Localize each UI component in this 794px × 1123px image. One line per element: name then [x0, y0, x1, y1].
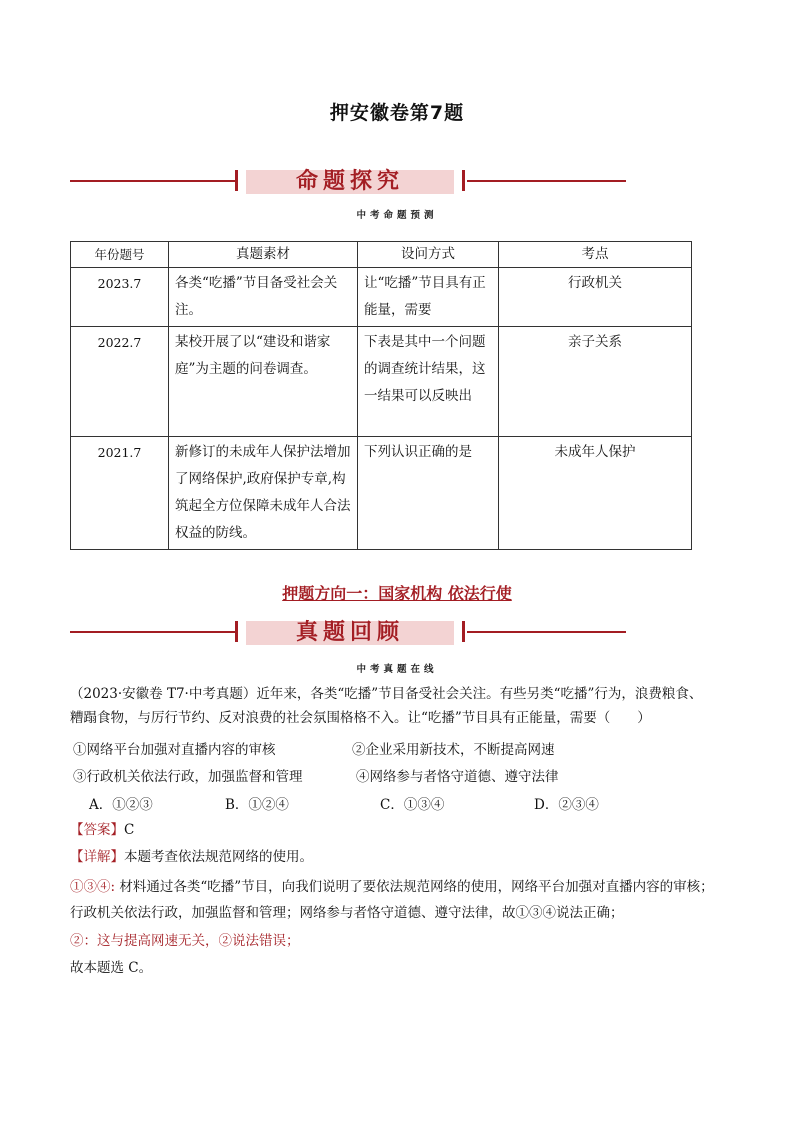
option-a: A．①②③: [89, 797, 153, 813]
header-question-form: 设问方式: [358, 242, 499, 268]
cell-material: 各类“吃播”节目备受社会关注。: [169, 268, 358, 327]
answer-value: C: [124, 822, 135, 838]
option-b: B．①②④: [225, 797, 289, 813]
statement-4: ④网络参与者恪守道德、遵守法律: [356, 769, 559, 785]
table-row: [71, 327, 692, 437]
section-banner-proposition: [70, 167, 626, 197]
cell-question-form: 让“吃播”节目具有正能量，需要: [358, 268, 499, 327]
conclusion: 故本题选 C。: [70, 960, 153, 976]
cell-material: 某校开展了以“建设和谐家庭”为主题的问卷调查。: [169, 327, 358, 437]
exam-analysis-table: [70, 241, 692, 550]
page-title: 押安徽卷第7题: [329, 102, 465, 124]
banner-tick-left: [235, 170, 238, 191]
question-stem: （2023·安徽卷 T7·中考真题）近年来，各类“吃播”节目备受社会关注。有些另类“吃播”行为，浪费粮食、糟蹋食物，与厉行节约、反对浪费的社会氛围格格不入。让“吃播”节目具有正能量，需要（ ）: [70, 686, 703, 726]
section-caption: 中考命题预测: [356, 210, 438, 221]
detail-paragraph-1: [70, 874, 720, 926]
cell-material: 新修订的未成年人保护法增加了网络保护,政府保护专章,构筑起全方位保障未成年人合法权益的防线。: [169, 437, 358, 550]
statement-2: ②企业采用新技术，不断提高网速: [352, 742, 555, 758]
cell-knowledge-point: 未成年人保护: [499, 437, 692, 550]
answer-line: [70, 818, 710, 842]
table-header-row: [71, 242, 692, 268]
direction-heading: 押题方向一：国家机构 依法行使: [282, 584, 512, 603]
banner-line-left: [70, 180, 235, 182]
banner-line-left: [70, 631, 235, 633]
detail-intro: 本题考查依法规范网络的使用。: [124, 849, 313, 865]
detail-paragraph-2: ②：这与提高网速无关，②说法错误；: [70, 933, 300, 949]
banner-label: 真题回顾: [295, 620, 404, 645]
answer-label: 【答案】: [70, 822, 124, 838]
banner-tick-right: [462, 621, 465, 642]
banner-label: 命题探究: [295, 169, 404, 194]
cell-question-form: 下列认识正确的是: [358, 437, 499, 550]
table-row: [71, 268, 692, 327]
detail-label: 【详解】: [70, 849, 124, 865]
option-c: C．①③④: [380, 797, 445, 813]
header-year: 年份题号: [71, 242, 169, 268]
table-row: [71, 437, 692, 550]
cell-knowledge-point: 行政机关: [499, 268, 692, 327]
banner-line-right: [467, 180, 626, 182]
cell-year: 2021.7: [71, 437, 169, 550]
section-caption: 中考真题在线: [356, 664, 438, 675]
section-banner-review: [70, 618, 626, 648]
statement-1: ①网络平台加强对直播内容的审核: [73, 742, 276, 758]
statement-3: ③行政机关依法行政，加强监督和管理: [73, 769, 303, 785]
banner-line-right: [467, 631, 626, 633]
banner-tick-right: [462, 170, 465, 191]
banner-tick-left: [235, 621, 238, 642]
cell-year: 2023.7: [71, 268, 169, 327]
header-knowledge-point: 考点: [499, 242, 692, 268]
detail-line: [70, 845, 710, 869]
header-material: 真题素材: [169, 242, 358, 268]
detail-p1-lead: ①③④:: [70, 879, 116, 895]
option-d: D．②③④: [534, 797, 599, 813]
cell-year: 2022.7: [71, 327, 169, 437]
detail-p1-text: 材料通过各类“吃播”节目，向我们说明了要依法规范网络的使用，网络平台加强对直播内容的审核；行政机关依法行政，加强监督和管理；网络参与者恪守道德、遵守法律，故①③④说法正确；: [70, 879, 714, 921]
cell-question-form: 下表是其中一个问题的调查统计结果，这一结果可以反映出: [358, 327, 499, 437]
cell-knowledge-point: 亲子关系: [499, 327, 692, 437]
